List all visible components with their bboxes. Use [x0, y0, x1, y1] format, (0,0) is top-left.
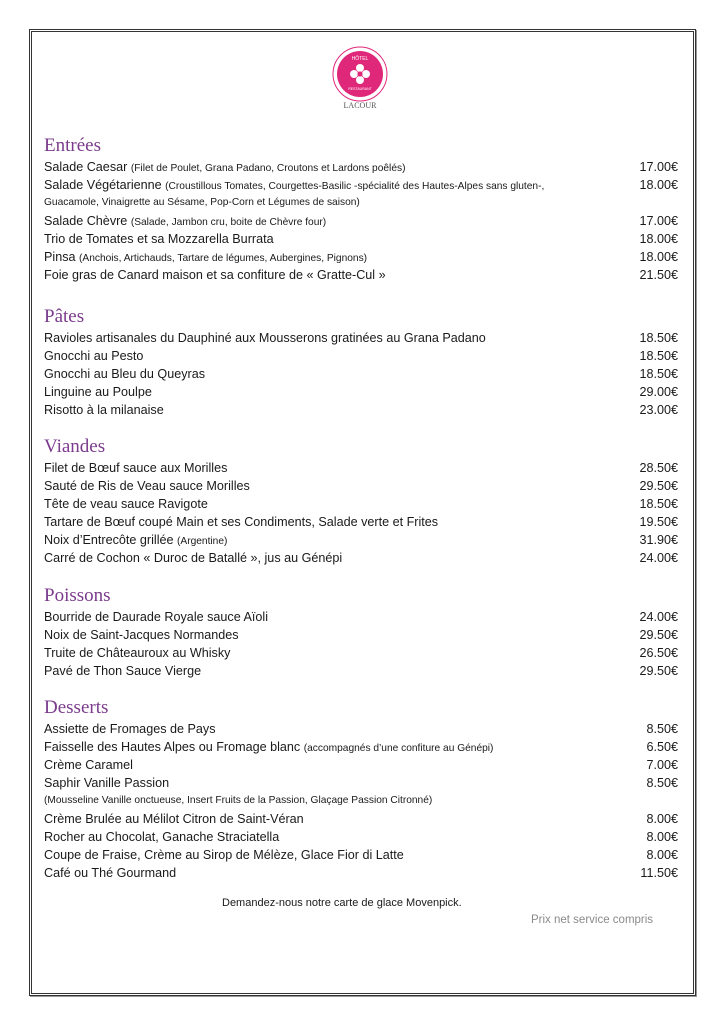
menu-section-viandes	[44, 435, 678, 567]
item-name: Sauté de Ris de Veau sauce Morilles	[44, 479, 250, 493]
item-name: Assiette de Fromages de Pays	[44, 722, 216, 736]
item-price: 8.50€	[646, 722, 678, 736]
item-name: Saphir Vanille Passion	[44, 776, 170, 790]
menu-item	[44, 756, 678, 774]
item-price: 8.50€	[646, 776, 678, 790]
item-name: Carré de Cochon « Duroc de Batallé », jus au Génépi	[44, 551, 343, 565]
item-price: 18.50€	[639, 497, 678, 511]
item-price: 29.00€	[639, 385, 678, 399]
item-name: Truite de Châteauroux au Whisky	[44, 646, 231, 660]
menu-item	[44, 864, 678, 882]
item-price: 24.00€	[639, 610, 678, 624]
item-name: Faisselle des Hautes Alpes ou Fromage blanc	[44, 740, 301, 754]
item-price: 18.00€	[639, 178, 678, 192]
menu-item	[44, 230, 678, 248]
menu-item-detail-continued	[44, 194, 678, 212]
menu-item	[44, 266, 678, 284]
menu-item	[44, 720, 678, 738]
item-name: Salade Caesar	[44, 160, 128, 174]
menu-section-pates	[44, 305, 678, 419]
item-name: Gnocchi au Pesto	[44, 349, 144, 363]
item-price: 31.90€	[639, 533, 678, 547]
item-price: 29.50€	[639, 479, 678, 493]
item-price: 29.50€	[639, 628, 678, 642]
menu-section-poissons	[44, 584, 678, 680]
item-price: 18.00€	[639, 250, 678, 264]
menu-item	[44, 549, 678, 567]
item-price: 18.50€	[639, 331, 678, 345]
menu-item	[44, 513, 678, 531]
item-name: Salade Chèvre	[44, 214, 128, 228]
item-price: 18.00€	[639, 232, 678, 246]
item-name: Gnocchi au Bleu du Queyras	[44, 367, 206, 381]
item-price: 24.00€	[639, 551, 678, 565]
item-name: Foie gras de Canard maison et sa confiture de « Gratte-Cul »	[44, 268, 386, 282]
item-name: Ravioles artisanales du Dauphiné aux Mousserons gratinées au Grana Padano	[44, 331, 486, 345]
menu-item	[44, 828, 678, 846]
menu-section-entrees	[44, 134, 678, 284]
item-price: 26.50€	[639, 646, 678, 660]
item-name: Tartare de Bœuf coupé Main et ses Condiments, Salade verte et Frites	[44, 515, 439, 529]
item-name: Pinsa	[44, 250, 76, 264]
section-heading: Poissons	[44, 585, 111, 606]
item-detail: Guacamole, Vinaigrette au Sésame, Pop-Corn et Légumes de saison)	[44, 197, 360, 208]
item-price: 6.50€	[646, 740, 678, 754]
item-name: Crème Brulée au Mélilot Citron de Saint-Véran	[44, 812, 304, 826]
hotel-lacour-logo	[326, 44, 394, 112]
section-heading: Entrées	[44, 135, 101, 156]
svg-text:HÔTEL: HÔTEL	[351, 56, 369, 62]
item-name: Salade Végétarienne	[44, 178, 162, 192]
item-price: 18.50€	[639, 367, 678, 381]
menu-item	[44, 329, 678, 347]
item-price: 23.00€	[639, 403, 678, 417]
item-price: 19.50€	[639, 515, 678, 529]
item-detail: (Argentine)	[177, 536, 228, 547]
item-detail: (Salade, Jambon cru, boite de Chèvre four)	[130, 217, 327, 228]
section-heading: Viandes	[44, 436, 106, 457]
item-price: 8.00€	[646, 830, 678, 844]
menu-item-detail-continued	[44, 792, 678, 810]
menu-item	[44, 365, 678, 383]
item-price: 21.50€	[639, 268, 678, 282]
svg-text:RESTAURANT: RESTAURANT	[348, 87, 372, 91]
item-name: Filet de Bœuf sauce aux Morilles	[44, 461, 228, 475]
menu-item	[44, 158, 678, 176]
menu-section-desserts	[44, 696, 678, 882]
item-price: 8.00€	[646, 848, 678, 862]
menu-item	[44, 477, 678, 495]
item-name: Tête de veau sauce Ravigote	[44, 497, 208, 511]
menu-item	[44, 176, 678, 194]
service-note: Prix net service compris	[531, 914, 654, 926]
item-name: Bourride de Daurade Royale sauce Aïoli	[44, 610, 269, 624]
item-detail: (Filet de Poulet, Grana Padano, Croutons et Lardons poêlés)	[130, 163, 406, 174]
item-price: 29.50€	[639, 664, 678, 678]
item-name: Café ou Thé Gourmand	[44, 866, 177, 880]
glace-note: Demandez-nous notre carte de glace Movenpick.	[222, 897, 462, 909]
menu-item	[44, 626, 678, 644]
menu-item	[44, 608, 678, 626]
item-name: Risotto à la milanaise	[44, 403, 164, 417]
section-heading: Desserts	[44, 697, 109, 718]
item-name: Pavé de Thon Sauce Vierge	[44, 664, 202, 678]
menu-item	[44, 644, 678, 662]
item-price: 28.50€	[639, 461, 678, 475]
item-price: 18.50€	[639, 349, 678, 363]
menu-item	[44, 774, 678, 792]
item-price: 8.00€	[646, 812, 678, 826]
menu-item	[44, 401, 678, 419]
item-detail: (Mousseline Vanille onctueuse, Insert Fruits de la Passion, Glaçage Passion Citronné)	[44, 795, 433, 806]
menu-item	[44, 248, 678, 266]
item-name: Coupe de Fraise, Crème au Sirop de Mélèze, Glace Fior di Latte	[44, 848, 404, 862]
item-price: 17.00€	[639, 160, 678, 174]
item-name: Noix d’Entrecôte grillée	[44, 533, 174, 547]
menu-item	[44, 495, 678, 513]
menu-item	[44, 531, 678, 549]
menu-item	[44, 846, 678, 864]
menu-item	[44, 810, 678, 828]
item-detail: (Anchois, Artichauds, Tartare de légumes, Aubergines, Pignons)	[79, 253, 368, 264]
menu-item	[44, 459, 678, 477]
item-price: 7.00€	[646, 758, 678, 772]
menu-item	[44, 662, 678, 680]
item-detail: (Croustillous Tomates, Courgettes-Basilic -spécialité des Hautes-Alpes sans gluten-,	[165, 181, 545, 192]
item-name: Noix de Saint-Jacques Normandes	[44, 628, 239, 642]
item-name: Trio de Tomates et sa Mozzarella Burrata	[44, 232, 274, 246]
item-name: Rocher au Chocolat, Ganache Straciatella	[44, 830, 280, 844]
item-price: 17.00€	[639, 214, 678, 228]
section-heading: Pâtes	[44, 306, 85, 327]
svg-text:LACOUR: LACOUR	[343, 101, 377, 110]
menu-item	[44, 383, 678, 401]
item-name: Linguine au Poulpe	[44, 385, 152, 399]
menu-item	[44, 347, 678, 365]
menu-item	[44, 738, 678, 756]
item-name: Crème Caramel	[44, 758, 133, 772]
item-detail: (accompagnés d’une confiture au Génépi)	[303, 743, 494, 754]
item-price: 11.50€	[640, 866, 678, 880]
menu-item	[44, 212, 678, 230]
